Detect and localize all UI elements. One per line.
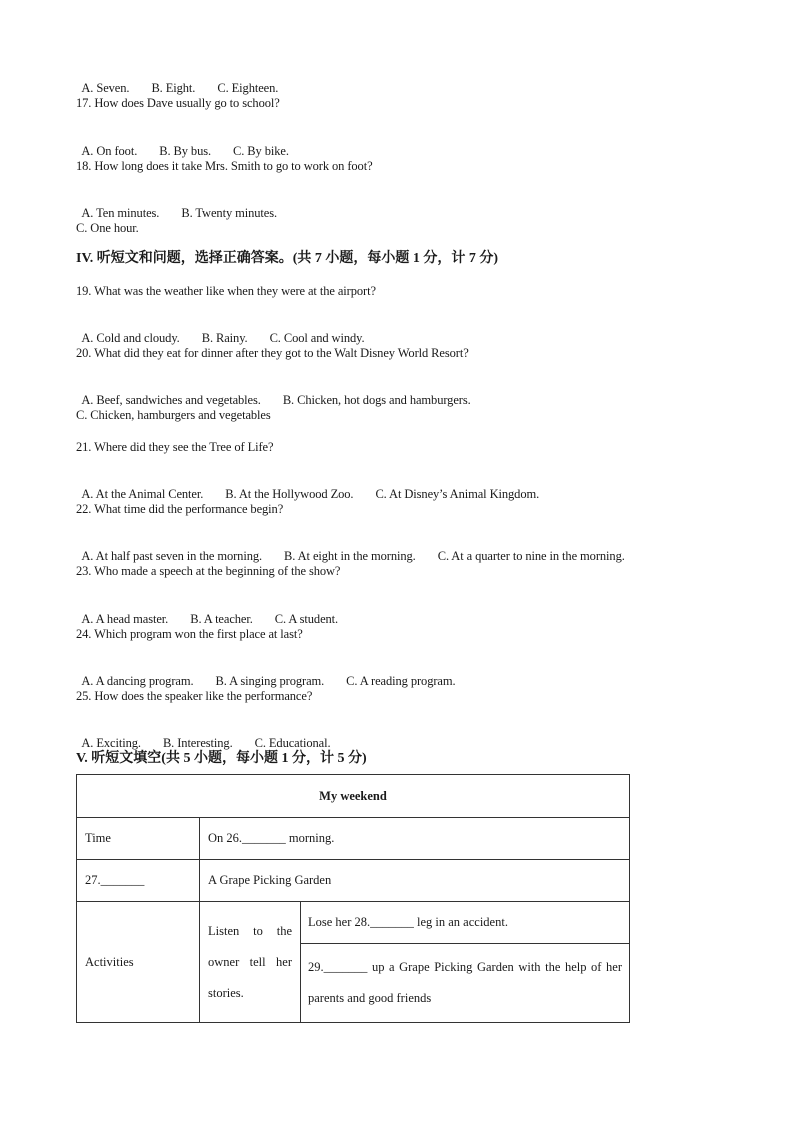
q21-question: 21. Where did they see the Tree of Life? [76,440,274,454]
q17-question: 17. How does Dave usually go to school? [76,96,280,110]
q21-option-c: C. At Disney’s Animal Kingdom. [375,487,540,501]
q25-options [76,719,331,751]
activities-details [301,902,630,1023]
q17-option-a: A. On foot. [81,144,138,158]
table-title: My weekend [77,775,630,818]
q21-option-a: A. At the Animal Center. [81,487,204,501]
q24-options [76,657,456,689]
q23-question: 23. Who made a speech at the beginning of the show? [76,564,341,578]
q22-option-b: B. At eight in the morning. [284,549,416,563]
time-label: Time [77,818,200,860]
place-value: A Grape Picking Garden [200,860,630,902]
q24-option-b: B. A singing program. [215,674,325,688]
item-28: Lose her 28._______ leg in an accident. [301,902,629,944]
q20-option-a: A. Beef, sandwiches and vegetables. [81,393,261,407]
q22-options [76,532,625,564]
q23-option-c: C. A student. [274,612,339,626]
q20-option-c: C. Chicken, hamburgers and vegetables [76,408,271,422]
q18-question: 18. How long does it take Mrs. Smith to go to work on foot? [76,159,373,173]
q17-option-b: B. By bus. [159,144,212,158]
listen-cell: Listen to the owner tell her stories. [200,902,301,1023]
q19-option-a: A. Cold and cloudy. [81,331,180,345]
q16-option-a: A. Seven. [81,81,130,95]
q18-option-a: A. Ten minutes. [81,206,160,220]
q22-option-a: A. At half past seven in the morning. [81,549,263,563]
q16-option-c: C. Eighteen. [217,81,279,95]
q16-options [76,64,278,96]
q16-option-b: B. Eight. [151,81,196,95]
q19-option-b: B. Rainy. [201,331,248,345]
q23-option-a: A. A head master. [81,612,169,626]
place-label: 27._______ [77,860,200,902]
q25-option-a: A. Exciting. [81,736,141,750]
item-29: 29._______ up a Grape Picking Garden with the help of her parents and good friends [308,960,622,1005]
q23-option-b: B. A teacher. [190,612,253,626]
q22-question: 22. What time did the performance begin? [76,502,284,516]
q19-options [76,314,365,346]
q24-option-c: C. A reading program. [346,674,456,688]
q25-question: 25. How does the speaker like the performance? [76,689,313,703]
q25-option-c: C. Educational. [254,736,331,750]
q18-options [76,189,277,221]
q24-question: 24. Which program won the first place at last? [76,627,303,641]
q24-option-a: A. A dancing program. [81,674,194,688]
q17-options [76,127,289,159]
q20-question: 20. What did they eat for dinner after they got to the Walt Disney World Resort? [76,346,469,360]
q22-option-c: C. At a quarter to nine in the morning. [437,549,625,563]
q20-options [76,376,471,408]
section-4-heading: IV. 听短文和问题，选择正确答案。(共 7 小题，每小题 1 分，计 7 分) [76,251,499,266]
q18-option-b: B. Twenty minutes. [181,206,278,220]
q21-option-b: B. At the Hollywood Zoo. [225,487,354,501]
fill-in-table [76,774,630,1023]
q21-options [76,470,539,502]
section-5-heading: V. 听短文填空(共 5 小题，每小题 1 分，计 5 分) [76,751,367,766]
q19-option-c: C. Cool and windy. [269,331,365,345]
time-value: On 26._______ morning. [200,818,630,860]
q25-option-b: B. Interesting. [162,736,233,750]
q20-option-b: B. Chicken, hot dogs and hamburgers. [282,393,471,407]
activities-label: Activities [77,902,200,1023]
q17-option-c: C. By bike. [233,144,289,158]
q23-options [76,595,338,627]
q19-question: 19. What was the weather like when they were at the airport? [76,284,376,298]
q18-option-c: C. One hour. [76,221,139,235]
